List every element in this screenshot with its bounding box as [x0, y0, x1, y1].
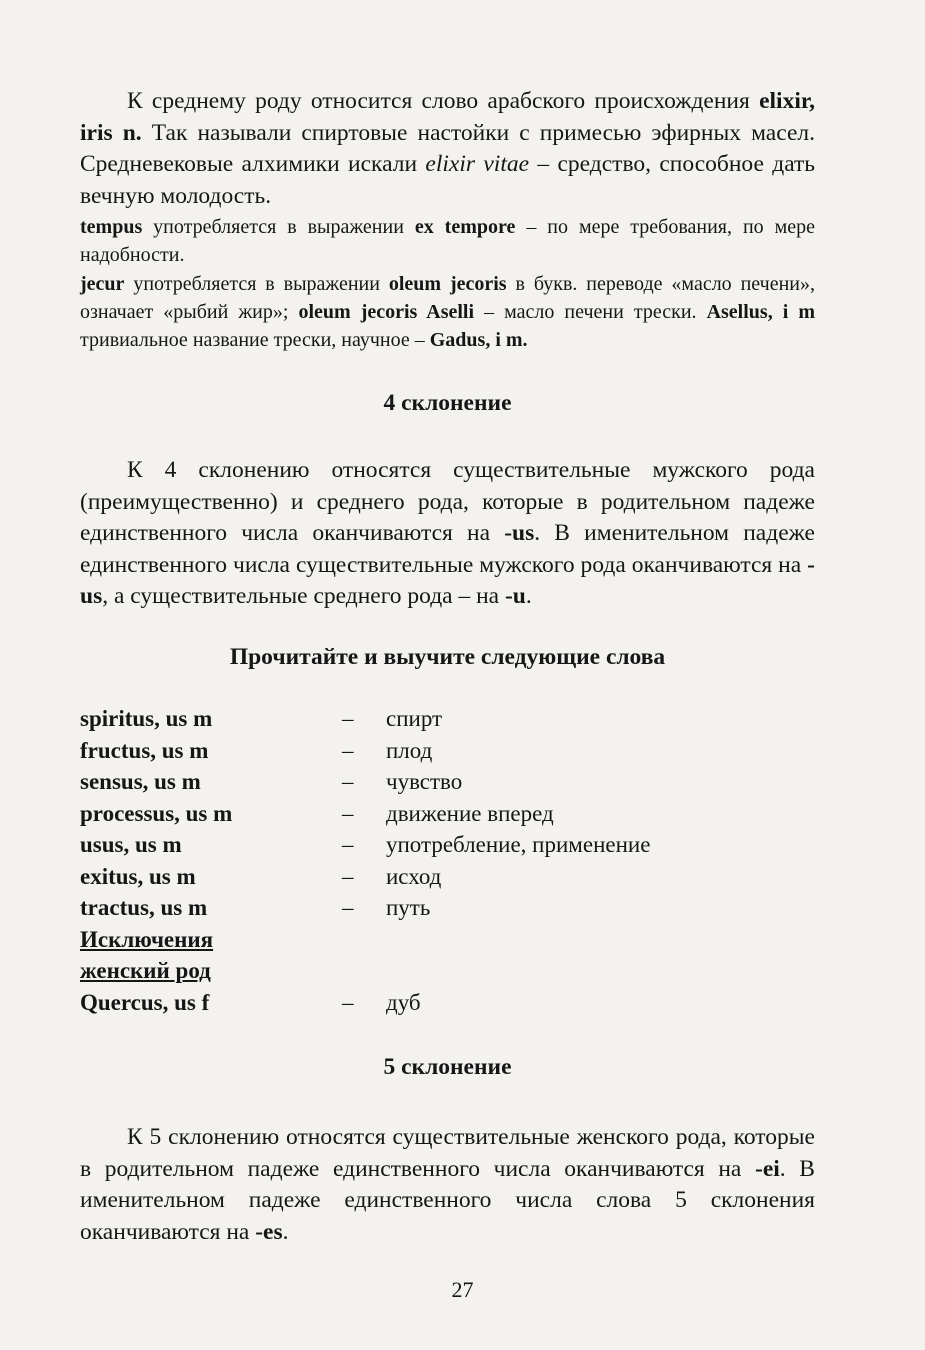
term-tempus: tempus — [80, 216, 143, 238]
vocab-latin: fructus, us m — [80, 737, 209, 763]
vocab-dash: – — [342, 706, 354, 731]
paragraph-jecur — [80, 270, 815, 354]
vocab-dash: – — [342, 895, 354, 920]
page-number: 27 — [451, 1277, 474, 1302]
vocab-russian: спирт — [386, 706, 443, 731]
vocab-latin: processus, us m — [80, 800, 233, 826]
vocab-latin: Quercus, us f — [80, 989, 210, 1015]
text: К 4 склонению относятся существительные мужского рода (преимущественно) и среднего рода, которые в родительном падеже единственного числа оканчиваются на — [80, 457, 815, 546]
text: , а существительные среднего рода – на — [102, 583, 505, 609]
term-oleum-jecoris: oleum jecoris — [388, 273, 507, 295]
vocab-russian: дуб — [386, 989, 421, 1015]
paragraph-elixir — [80, 86, 815, 212]
text: – по мере требования, по мере надобности. — [80, 216, 815, 266]
text: К 5 склонению относятся существительные женского рода, которые в родительном падеже единственного числа оканчиваются на — [80, 1124, 815, 1182]
vocab-russian: путь — [386, 895, 431, 920]
term-asellus: Asellus, i m — [706, 301, 815, 323]
vocab-latin: sensus, us m — [80, 769, 201, 794]
exceptions-label: Исключения — [80, 926, 214, 952]
term-oleum-jecoris-aselli: oleum jecoris Aselli — [298, 301, 475, 323]
term-ex-tempore: ex tempore — [414, 216, 516, 238]
vocab-dash: – — [342, 989, 354, 1015]
vocab-heading: Прочитайте и выучите следующие слова — [229, 644, 666, 670]
term-elixir: elixir, iris n. — [80, 88, 815, 146]
paragraph-tempus — [80, 213, 815, 269]
ending-u: -u — [504, 583, 526, 609]
vocab-russian: исход — [386, 863, 442, 889]
vocab-latin: tractus, us m — [80, 895, 208, 920]
heading-4-declension: 4 склонение — [383, 390, 512, 416]
vocab-latin: spiritus, us m — [80, 706, 213, 731]
text: употребляется в выражении — [124, 273, 389, 295]
vocab-russian: чувство — [386, 769, 463, 794]
vocab-dash: – — [342, 832, 354, 857]
feminine-label: женский род — [80, 958, 211, 983]
text: – средство, способное дать вечную молодость. — [80, 151, 816, 209]
paragraph-4-declension — [80, 455, 815, 613]
vocab-russian: движение вперед — [386, 800, 554, 826]
term-jecur: jecur — [80, 273, 125, 295]
ending-ei: -ei — [755, 1155, 780, 1182]
text: . В именительном падеже единственного числа существительные мужского рода оканчиваются на — [80, 520, 815, 578]
text: . В именительном падеже единственного числа слова 5 склонения оканчиваются на — [80, 1155, 815, 1245]
vocab-latin: usus, us m — [80, 832, 182, 857]
text: употребляется в выражении — [142, 216, 415, 238]
ending-us: -us — [80, 551, 815, 609]
text: в букв. переводе «масло печени», означает «рыбий жир»; — [80, 273, 815, 323]
vocab-russian: плод — [386, 737, 433, 763]
vocab-dash: – — [342, 800, 354, 826]
heading-5-declension: 5 склонение — [383, 1054, 512, 1080]
text: . — [525, 583, 532, 609]
vocab-russian: употребление, применение — [386, 832, 651, 857]
paragraph-5-declension — [80, 1122, 815, 1248]
vocab-dash: – — [342, 769, 354, 794]
vocab-list — [80, 706, 815, 1046]
vocab-dash: – — [342, 863, 354, 889]
term-gadus: Gadus, i m. — [429, 329, 528, 351]
text: . — [282, 1218, 289, 1245]
ending-es: -es — [255, 1218, 283, 1245]
text: Так называли спиртовые настойки с примесью эфирных масел. Средневековые алхимики искали — [80, 119, 815, 177]
vocab-dash: – — [342, 737, 354, 763]
term-elixir-vitae: elixir vitae — [425, 151, 530, 177]
text: тривиальное название трески, научное – — [80, 329, 430, 351]
text: К среднему роду относится слово арабского происхождения — [127, 88, 760, 114]
vocab-latin: exitus, us m — [80, 863, 196, 889]
ending-us: -us — [504, 520, 535, 546]
text: – масло печени трески. — [474, 301, 707, 323]
